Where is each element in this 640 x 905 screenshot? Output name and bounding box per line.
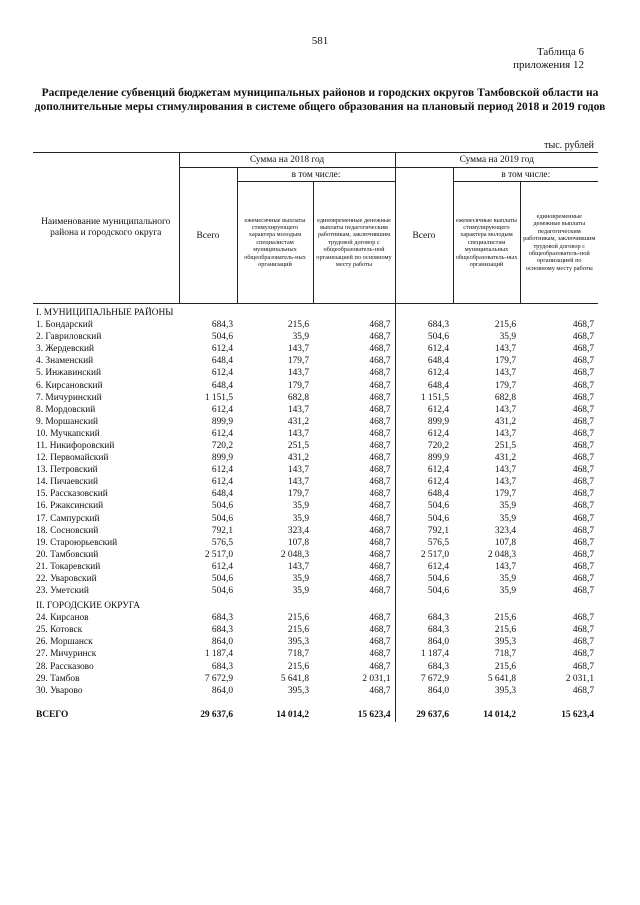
row-name: 27. Мичуринск xyxy=(36,649,97,660)
row-value: 468,7 xyxy=(369,404,391,415)
row-value: 468,7 xyxy=(369,525,391,536)
row-value: 179,7 xyxy=(494,380,516,391)
row-value: 395,3 xyxy=(287,685,309,696)
row-value: 35,9 xyxy=(292,574,309,585)
row-value: 2 517,0 xyxy=(395,549,453,561)
table-row xyxy=(33,624,598,636)
row-value: 143,7 xyxy=(494,477,516,488)
row-value: 431,2 xyxy=(494,416,516,427)
row-name: ВСЕГО xyxy=(36,709,69,720)
table-row xyxy=(33,452,598,464)
row-value: 468,7 xyxy=(572,649,594,660)
row-value: 5 641,8 xyxy=(280,673,309,684)
row-value: 468,7 xyxy=(369,428,391,439)
row-value: 612,4 xyxy=(211,344,233,355)
table-row xyxy=(33,585,598,597)
row-value: 107,8 xyxy=(494,537,516,548)
row-value: 864,0 xyxy=(211,637,233,648)
row-name: 25. Котовск xyxy=(36,625,83,636)
row-name: 8. Мордовский xyxy=(36,404,96,415)
row-value: 215,6 xyxy=(287,613,309,624)
row-value: 215,6 xyxy=(494,625,516,636)
table-row xyxy=(33,404,598,416)
row-value: 612,4 xyxy=(395,367,453,379)
row-name: 19. Староюрьевский xyxy=(36,537,118,548)
table-row xyxy=(33,500,598,512)
row-value: 612,4 xyxy=(395,464,453,476)
table-row xyxy=(33,525,598,537)
row-value: 468,7 xyxy=(369,513,391,524)
row-value: 215,6 xyxy=(287,320,309,331)
row-value: 7 672,9 xyxy=(204,673,233,684)
row-value: 143,7 xyxy=(494,344,516,355)
table-row xyxy=(33,673,598,685)
table-row xyxy=(33,392,598,404)
table-row xyxy=(33,343,598,355)
row-value: 468,7 xyxy=(572,625,594,636)
table-row xyxy=(33,573,598,585)
row-value: 251,5 xyxy=(287,440,309,451)
table-row xyxy=(33,685,598,697)
row-value: 468,7 xyxy=(369,574,391,585)
units-label: тыс. рублей xyxy=(544,140,594,151)
row-value: 468,7 xyxy=(572,404,594,415)
row-value: 468,7 xyxy=(572,574,594,585)
row-value: 35,9 xyxy=(292,586,309,597)
row-value: 684,3 xyxy=(211,661,233,672)
row-name: 17. Сампурский xyxy=(36,513,100,524)
row-value: 504,6 xyxy=(395,513,453,525)
row-value: 143,7 xyxy=(494,428,516,439)
row-value: 612,4 xyxy=(211,477,233,488)
row-name: 24. Кирсанов xyxy=(36,613,89,624)
row-name: 2. Гавриловский xyxy=(36,332,102,343)
row-value: 648,4 xyxy=(211,489,233,500)
row-value: 468,7 xyxy=(369,613,391,624)
row-value: 179,7 xyxy=(494,356,516,367)
row-value: 468,7 xyxy=(572,380,594,391)
row-value: 718,7 xyxy=(494,649,516,660)
table-body xyxy=(33,304,598,722)
row-value: 2 517,0 xyxy=(204,549,233,560)
row-value: 468,7 xyxy=(369,625,391,636)
table-row xyxy=(33,379,598,391)
row-value: 504,6 xyxy=(211,574,233,585)
row-value: 7 672,9 xyxy=(395,673,453,685)
row-value: 35,9 xyxy=(292,501,309,512)
row-value: 612,4 xyxy=(395,404,453,416)
row-value: 468,7 xyxy=(369,649,391,660)
row-value: 468,7 xyxy=(572,356,594,367)
row-value: 29 637,6 xyxy=(200,709,233,720)
row-value: 468,7 xyxy=(369,344,391,355)
row-value: 468,7 xyxy=(369,586,391,597)
table-row xyxy=(33,416,598,428)
row-value: 143,7 xyxy=(287,344,309,355)
row-value: 1 151,5 xyxy=(204,392,233,403)
row-value: 899,9 xyxy=(211,453,233,464)
row-value: 720,2 xyxy=(211,440,233,451)
row-value: 468,7 xyxy=(369,380,391,391)
row-value: 468,7 xyxy=(369,356,391,367)
table-row xyxy=(33,367,598,379)
row-value: 864,0 xyxy=(211,685,233,696)
row-value: 143,7 xyxy=(494,404,516,415)
row-name: 22. Уваровский xyxy=(36,574,97,585)
row-value: 504,6 xyxy=(211,513,233,524)
row-value: 468,7 xyxy=(369,501,391,512)
row-value: 468,7 xyxy=(572,661,594,672)
row-value: 143,7 xyxy=(287,368,309,379)
row-value: 215,6 xyxy=(287,625,309,636)
row-value: 35,9 xyxy=(499,501,516,512)
row-name: 1. Бондарский xyxy=(36,320,93,331)
row-value: 864,0 xyxy=(395,685,453,697)
row-value: 468,7 xyxy=(369,320,391,331)
row-value: 648,4 xyxy=(395,355,453,367)
row-name: 3. Жердевский xyxy=(36,344,95,355)
table-row xyxy=(33,612,598,624)
row-value: 323,4 xyxy=(287,525,309,536)
row-value: 29 637,6 xyxy=(395,703,453,722)
row-value: 468,7 xyxy=(369,537,391,548)
row-value: 899,9 xyxy=(211,416,233,427)
row-value: 35,9 xyxy=(499,332,516,343)
row-value: 2 031,1 xyxy=(565,673,594,684)
row-value: 718,7 xyxy=(287,649,309,660)
row-value: 468,7 xyxy=(572,320,594,331)
row-value: 648,4 xyxy=(395,488,453,500)
row-name: 28. Рассказово xyxy=(36,661,94,672)
header-total-2018: Всего xyxy=(179,168,237,304)
table-row xyxy=(33,561,598,573)
section-title: II. ГОРОДСКИЕ ОКРУГА xyxy=(36,601,141,612)
row-value: 468,7 xyxy=(572,561,594,572)
row-value: 468,7 xyxy=(369,489,391,500)
row-value: 35,9 xyxy=(499,513,516,524)
row-value: 179,7 xyxy=(287,380,309,391)
table-row xyxy=(33,661,598,673)
row-value: 323,4 xyxy=(494,525,516,536)
row-value: 143,7 xyxy=(287,561,309,572)
row-value: 395,3 xyxy=(494,685,516,696)
row-value: 468,7 xyxy=(572,465,594,476)
row-value: 468,7 xyxy=(369,477,391,488)
row-value: 35,9 xyxy=(292,513,309,524)
row-value: 215,6 xyxy=(287,661,309,672)
row-value: 15 623,4 xyxy=(357,709,391,720)
row-value: 468,7 xyxy=(572,637,594,648)
row-value: 1 187,4 xyxy=(395,648,453,660)
row-value: 215,6 xyxy=(494,613,516,624)
row-name: 7. Мичуринский xyxy=(36,392,102,403)
document-title: Распределение субвенций бюджетам муниципальных районов и городских округов Тамбовской области на дополнительные меры стимулирования в системе общего образования на плановый период 2018 и 2019 годов xyxy=(34,87,606,113)
row-value: 468,7 xyxy=(572,525,594,536)
header-incl-2019: в том числе: xyxy=(453,168,598,182)
header-incl-2018: в том числе: xyxy=(237,168,395,182)
row-value: 468,7 xyxy=(572,501,594,512)
row-value: 251,5 xyxy=(494,440,516,451)
row-value: 468,7 xyxy=(369,392,391,403)
row-value: 648,4 xyxy=(395,379,453,391)
row-value: 612,4 xyxy=(211,368,233,379)
row-value: 468,7 xyxy=(572,477,594,488)
row-value: 684,3 xyxy=(211,320,233,331)
row-value: 468,7 xyxy=(369,453,391,464)
row-value: 143,7 xyxy=(494,368,516,379)
row-value: 5 641,8 xyxy=(487,673,516,684)
section-municipal-districts xyxy=(33,304,598,320)
appendix-number: приложения 12 xyxy=(513,59,584,71)
row-value: 504,6 xyxy=(211,501,233,512)
row-value: 143,7 xyxy=(287,465,309,476)
row-value: 684,3 xyxy=(395,624,453,636)
row-name: 16. Ржаксинский xyxy=(36,501,104,512)
row-name: 20. Тамбовский xyxy=(36,549,99,560)
row-value: 504,6 xyxy=(395,585,453,597)
table-row xyxy=(33,464,598,476)
row-value: 504,6 xyxy=(395,500,453,512)
row-value: 612,4 xyxy=(211,428,233,439)
row-value: 899,9 xyxy=(395,452,453,464)
row-value: 143,7 xyxy=(494,561,516,572)
row-value: 468,7 xyxy=(572,685,594,696)
row-value: 792,1 xyxy=(395,525,453,537)
header-onetime-2018: единовременные денежные выплаты педагогическим работникам, заключившим трудовой договор с общеобразователь-ной организацией по основному месту работы xyxy=(313,182,395,304)
row-value: 504,6 xyxy=(211,332,233,343)
table-row xyxy=(33,331,598,343)
table-row xyxy=(33,440,598,452)
row-name: 5. Инжавинский xyxy=(36,368,102,379)
row-value: 648,4 xyxy=(211,356,233,367)
row-value: 468,7 xyxy=(572,613,594,624)
table-row xyxy=(33,488,598,500)
row-value: 468,7 xyxy=(369,332,391,343)
row-value: 468,7 xyxy=(572,368,594,379)
row-value: 468,7 xyxy=(572,416,594,427)
row-name: 10. Мучкапский xyxy=(36,428,100,439)
row-value: 684,3 xyxy=(395,612,453,624)
header-onetime-2019: единовременные денежные выплаты педагогическим работникам, заключившим трудовой договор с общеобразователь-ной организацией по основному месту работы xyxy=(520,182,598,304)
row-value: 468,7 xyxy=(572,440,594,451)
table-reference xyxy=(513,46,584,72)
header-monthly-2018: ежемесячные выплаты стимулирующего характера молодым специалистам муниципальных общеобразователь-ных организаций xyxy=(237,182,313,304)
row-value: 612,4 xyxy=(211,465,233,476)
row-value: 468,7 xyxy=(572,489,594,500)
row-value: 468,7 xyxy=(572,537,594,548)
row-value: 468,7 xyxy=(572,453,594,464)
row-name: 23. Уметский xyxy=(36,586,89,597)
subsidy-table xyxy=(33,152,598,722)
row-value: 504,6 xyxy=(211,586,233,597)
row-value: 468,7 xyxy=(572,332,594,343)
table-row xyxy=(33,513,598,525)
row-value: 682,8 xyxy=(287,392,309,403)
table-row xyxy=(33,537,598,549)
row-value: 143,7 xyxy=(287,477,309,488)
row-name: 12. Первомайский xyxy=(36,453,109,464)
row-value: 395,3 xyxy=(494,637,516,648)
total-row xyxy=(33,703,598,722)
row-value: 468,7 xyxy=(369,416,391,427)
row-value: 35,9 xyxy=(499,586,516,597)
row-value: 215,6 xyxy=(494,320,516,331)
row-value: 682,8 xyxy=(494,392,516,403)
row-value: 431,2 xyxy=(287,416,309,427)
row-value: 648,4 xyxy=(211,380,233,391)
row-value: 395,3 xyxy=(287,637,309,648)
row-value: 2 048,3 xyxy=(280,549,309,560)
row-value: 1 151,5 xyxy=(395,392,453,404)
row-name: 11. Никифоровский xyxy=(36,440,115,451)
row-name: 14. Пичаевский xyxy=(36,477,99,488)
row-name: 21. Токаревский xyxy=(36,561,101,572)
header-total-2019: Всего xyxy=(395,168,453,304)
header-sum-2019: Сумма на 2019 год xyxy=(395,153,598,168)
row-name: 6. Кирсановский xyxy=(36,380,103,391)
table-number: Таблица 6 xyxy=(536,46,584,58)
section-urban-districts xyxy=(33,597,598,612)
table-row xyxy=(33,355,598,367)
section-title: I. МУНИЦИПАЛЬНЫЕ РАЙОНЫ xyxy=(33,304,179,320)
row-value: 612,4 xyxy=(211,561,233,572)
row-value: 468,7 xyxy=(369,661,391,672)
row-value: 179,7 xyxy=(494,489,516,500)
page-number: 581 xyxy=(311,35,329,47)
row-value: 720,2 xyxy=(395,440,453,452)
table-row xyxy=(33,476,598,488)
row-value: 468,7 xyxy=(572,428,594,439)
row-value: 431,2 xyxy=(287,453,309,464)
row-value: 576,5 xyxy=(395,537,453,549)
header-name: Наименование муниципального района и городского округа xyxy=(33,153,179,304)
row-name: 26. Моршанск xyxy=(36,637,93,648)
table-row xyxy=(33,428,598,440)
row-value: 468,7 xyxy=(572,513,594,524)
row-value: 14 014,2 xyxy=(483,709,516,720)
table-row xyxy=(33,319,598,331)
row-value: 612,4 xyxy=(211,404,233,415)
row-value: 143,7 xyxy=(287,404,309,415)
table-row xyxy=(33,648,598,660)
row-value: 684,3 xyxy=(395,661,453,673)
row-value: 468,7 xyxy=(572,344,594,355)
row-value: 215,6 xyxy=(494,661,516,672)
row-value: 864,0 xyxy=(395,636,453,648)
row-value: 612,4 xyxy=(395,561,453,573)
row-value: 468,7 xyxy=(369,685,391,696)
row-value: 576,5 xyxy=(211,537,233,548)
row-name: 29. Тамбов xyxy=(36,673,80,684)
row-value: 1 187,4 xyxy=(204,649,233,660)
row-value: 14 014,2 xyxy=(276,709,309,720)
header-monthly-2019: ежемесячные выплаты стимулирующего характера молодым специалистам муниципальных общеобразователь-ных организаций xyxy=(453,182,520,304)
row-name: 30. Уварово xyxy=(36,685,83,696)
row-value: 35,9 xyxy=(292,332,309,343)
row-value: 143,7 xyxy=(494,465,516,476)
row-value: 612,4 xyxy=(395,343,453,355)
row-name: 4. Знаменский xyxy=(36,356,94,367)
row-value: 504,6 xyxy=(395,573,453,585)
row-value: 792,1 xyxy=(211,525,233,536)
row-value: 468,7 xyxy=(369,465,391,476)
row-value: 2 048,3 xyxy=(487,549,516,560)
row-value: 468,7 xyxy=(572,392,594,403)
row-value: 612,4 xyxy=(395,428,453,440)
header-sum-2018: Сумма на 2018 год xyxy=(179,153,395,168)
row-value: 684,3 xyxy=(211,625,233,636)
table-row xyxy=(33,636,598,648)
row-value: 107,8 xyxy=(287,537,309,548)
row-value: 684,3 xyxy=(211,613,233,624)
row-value: 468,7 xyxy=(369,637,391,648)
row-name: 9. Моршанский xyxy=(36,416,98,427)
row-value: 684,3 xyxy=(395,319,453,331)
row-value: 468,7 xyxy=(369,561,391,572)
row-value: 468,7 xyxy=(369,549,391,560)
row-value: 179,7 xyxy=(287,356,309,367)
table-row xyxy=(33,549,598,561)
row-name: 18. Сосновский xyxy=(36,525,99,536)
row-value: 468,7 xyxy=(369,368,391,379)
row-value: 15 623,4 xyxy=(561,709,594,720)
row-value: 179,7 xyxy=(287,489,309,500)
row-value: 504,6 xyxy=(395,331,453,343)
row-value: 431,2 xyxy=(494,453,516,464)
row-name: 15. Рассказовский xyxy=(36,489,108,500)
row-value: 143,7 xyxy=(287,428,309,439)
row-value: 899,9 xyxy=(395,416,453,428)
row-value: 612,4 xyxy=(395,476,453,488)
row-value: 468,7 xyxy=(572,586,594,597)
row-name: 13. Петровский xyxy=(36,465,98,476)
row-value: 2 031,1 xyxy=(362,673,391,684)
row-value: 468,7 xyxy=(572,549,594,560)
row-value: 468,7 xyxy=(369,440,391,451)
row-value: 35,9 xyxy=(499,574,516,585)
